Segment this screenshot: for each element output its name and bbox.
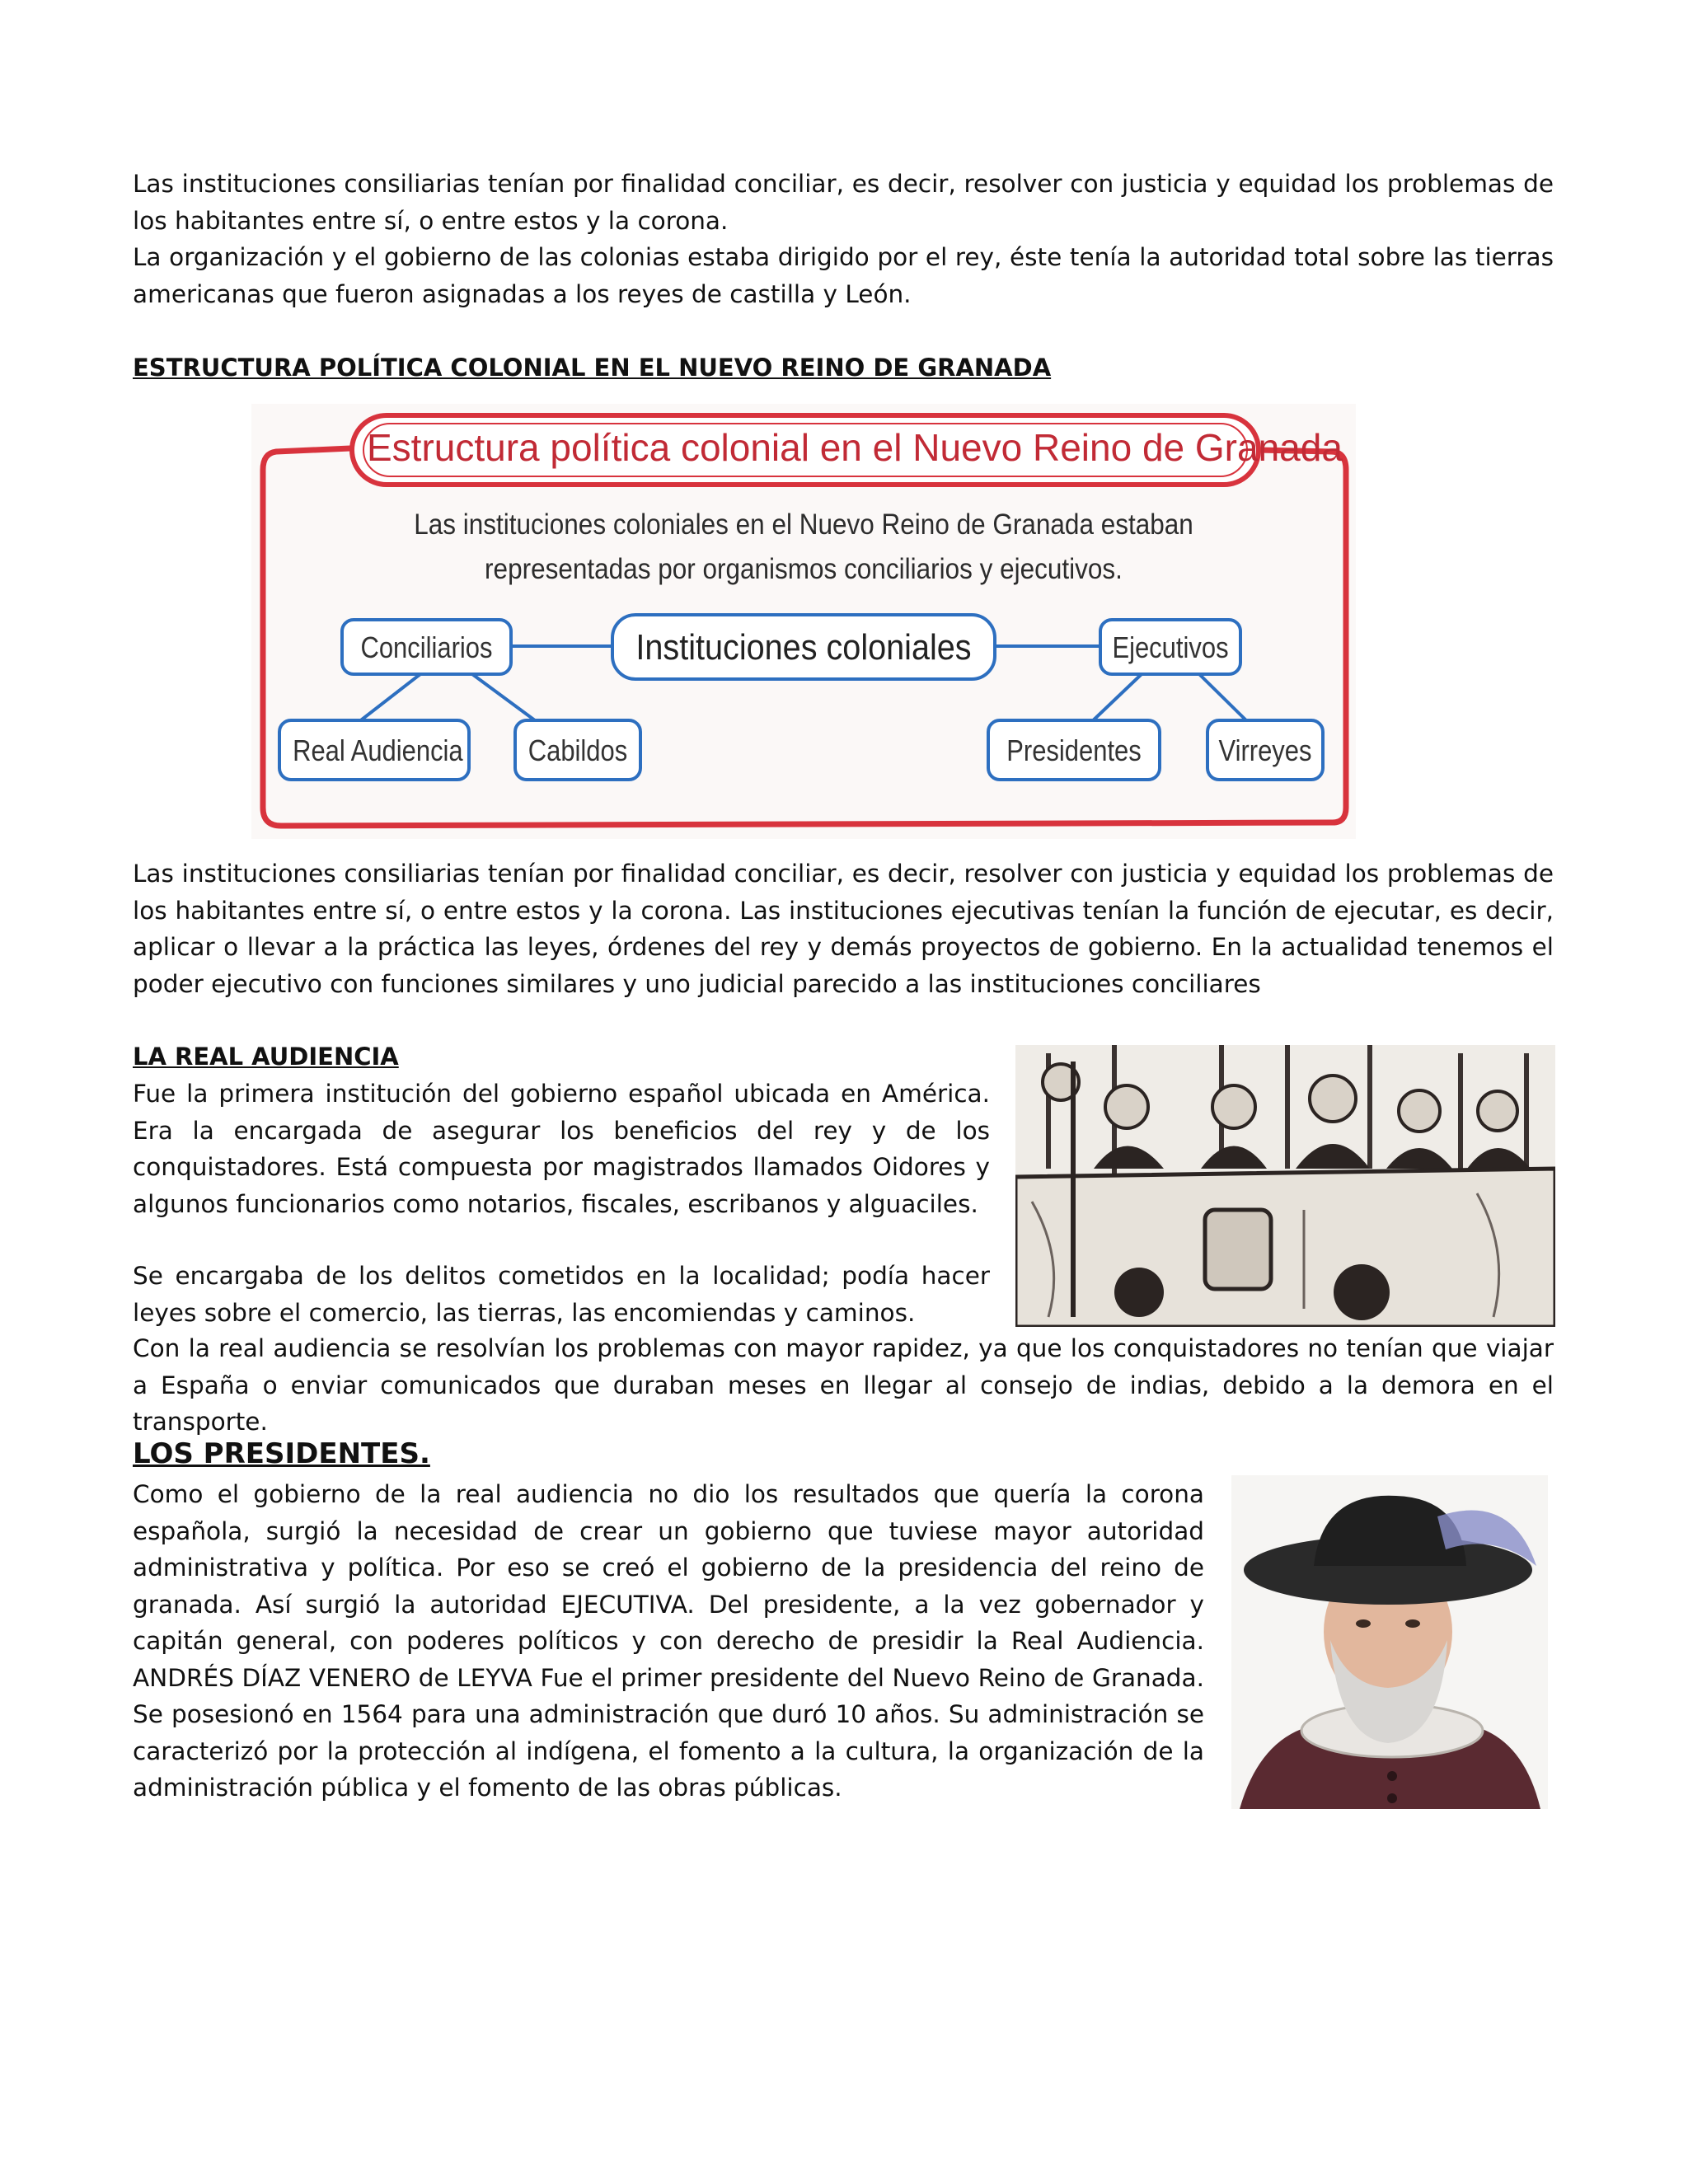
connector-virreyes	[1199, 674, 1251, 725]
node-virreyes: Virreyes	[1218, 733, 1312, 767]
real-audiencia-illustration	[1015, 1045, 1555, 1327]
presidente-portrait	[1231, 1475, 1548, 1809]
diagram-title: Estructura política colonial en el Nuevo Reino de Granada	[367, 426, 1343, 469]
heading-real-audiencia: LA REAL AUDIENCIA	[133, 1043, 399, 1071]
intro-paragraph-1: Las instituciones consiliarias tenían por finalidad conciliar, es decir, resolver con justicia y equidad los problemas de los habitantes entre sí, o entre estos y la corona.	[133, 170, 1554, 235]
real-audiencia-paragraph-3: Con la real audiencia se resolvían los problemas con mayor rapidez, ya que los conquistadores no tenían que viajar a España o enviar comunicados que duraban meses en llegar al consejo de indias, debido a la demora en el transporte.	[133, 1334, 1554, 1436]
intro-paragraph-2: La organización y el gobierno de las colonias estaba dirigido por el rey, éste tenía la autoridad total sobre las tierras americanas que fueron asignadas a los reyes de castilla y León.	[133, 243, 1554, 308]
connector-real-audiencia	[354, 674, 420, 725]
real-audiencia-paragraph-1: Fue la primera institución del gobierno español ubicada en América. Era la encargada de asegurar los beneficios del rey y de los conquistadores. Está compuesta por magistrados llamados Oidores y algunos funcionarios como notarios, fiscales, escribanos y alguaciles.	[133, 1080, 990, 1218]
after-diagram-paragraph: Las instituciones consiliarias tenían por finalidad conciliar, es decir, resolver con justicia y equidad los problemas de los habitantes entre sí, o entre estos y la corona. Las instituciones ejecutivas tenían la función de ejecutar, es decir, aplicar o llevar a la práctica las leyes, órdenes del rey y demás proyectos de gobierno. En la actualidad tenemos el poder ejecutivo con funciones similares y uno judicial parecido a las instituciones conciliares	[133, 860, 1554, 998]
connector-presidentes	[1088, 674, 1142, 725]
estructura-diagram	[251, 404, 1356, 839]
heading-presidentes: LOS PRESIDENTES.	[133, 1437, 430, 1470]
presidentes-paragraph: Como el gobierno de la real audiencia no dio los resultados que quería la corona española, surgió la necesidad de crear un gobierno que tuviese mayor autoridad administrativa y política. Por eso se creó el gobierno de la presidencia del reino de granada. Así surgió la autoridad EJECUTIVA. Del presidente, a la vez gobernador y capitán general, con poderes políticos y con derecho de presidir la Real Audiencia. ANDRÉS DÍAZ VENERO de LEYVA Fue el primer presidente del Nuevo Reino de Granada. Se posesionó en 1564 para una administración que duró 10 años. Su administración se caracterizó por la protección al indígena, el fomento a la cultura, la organización de la administración pública y el fomento de las obras públicas.	[133, 1480, 1204, 1802]
node-presidentes: Presidentes	[1006, 733, 1142, 767]
node-conciliarios: Conciliarios	[360, 630, 493, 664]
node-ejecutivos: Ejecutivos	[1112, 630, 1229, 664]
connector-cabildos	[472, 674, 542, 725]
node-cabildos: Cabildos	[528, 733, 628, 767]
node-real-audiencia: Real Audiencia	[293, 733, 463, 767]
node-instituciones-coloniales: Instituciones coloniales	[635, 627, 972, 668]
section-heading-estructura: ESTRUCTURA POLÍTICA COLONIAL EN EL NUEVO REINO DE GRANADA	[133, 354, 1052, 382]
real-audiencia-paragraph-2: Se encargaba de los delitos cometidos en la localidad; podía hacer leyes sobre el comercio, las tierras, las encomiendas y caminos.	[133, 1262, 990, 1327]
diagram-description: Las instituciones coloniales en el Nuevo Reino de Granada estaban representadas por organismos conciliarios y ejecutivos.	[414, 509, 1193, 585]
